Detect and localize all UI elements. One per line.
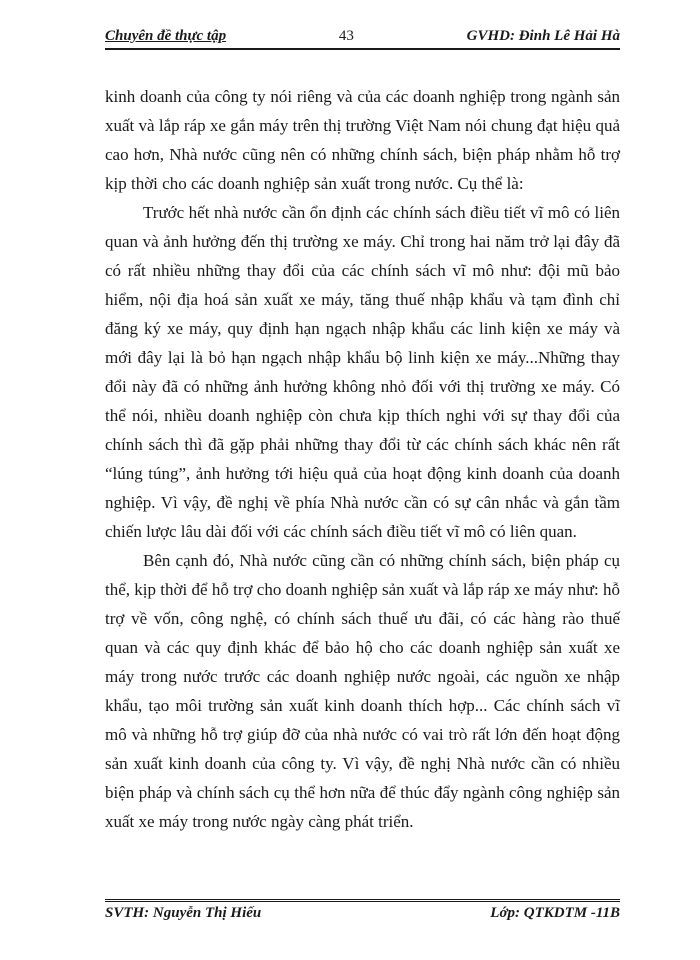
header-advisor: GVHD: Đinh Lê Hải Hà [466, 28, 620, 44]
header-doc-title: Chuyên đề thực tập [105, 28, 227, 44]
footer-student-name: SVTH: Nguyễn Thị Hiếu [105, 905, 262, 921]
paragraph-support-measures: Bên cạnh đó, Nhà nước cũng cần có những chính sách, biện pháp cụ thể, kịp thời để hỗ trợ cho doanh nghiệp sản xuất và lắp ráp xe máy như: hỗ trợ về vốn, công nghệ, có chính sách thuế ưu đãi, có các hàng rào thuế quan và các quy định khác để bảo hộ cho các doanh nghiệp sản xuất xe máy trong nước trước các doanh nghiệp nước ngoài, các nguồn xe nhập khẩu, tạo môi trường sản xuất kinh doanh thích hợp... Các chính sách vĩ mô và những hỗ trợ giúp đỡ của nhà nước có vai trò rất lớn đến hoạt động sản xuất kinh doanh của công ty. Vì vậy, đề nghị Nhà nước cần có nhiều biện pháp và chính sách cụ thể hơn nữa để thúc đẩy ngành công nghiệp sản xuất xe máy trong nước ngày càng phát triển. [105, 551, 620, 831]
header-page-number: 43 [338, 28, 354, 44]
paragraph-macro-policy: Trước hết nhà nước cần ổn định các chính sách điều tiết vĩ mô có liên quan và ảnh hưởng đến thị trường xe máy. Chỉ trong hai năm trở lại đây đã có rất nhiều những thay đổi của các chính sách vĩ mô như: đội mũ bảo hiểm, nội địa hoá sản xuất xe máy, tăng thuế nhập khẩu và tạm đình chỉ đăng ký xe máy, quy định hạn ngạch nhập khẩu các linh kiện xe máy và mới đây lại là bỏ hạn ngạch nhập khẩu bộ linh kiện xe máy...Những thay đổi này đã có những ảnh hưởng không nhỏ đối với thị trường xe máy. Có thể nói, nhiều doanh nghiệp còn chưa kịp thích nghi với sự thay đổi của chính sách thì đã gặp phải những thay đổi từ các chính sách khác nên rất “lúng túng”, ảnh hưởng tới hiệu quả của hoạt động kinh doanh của doanh nghiệp. Vì vậy, đề nghị về phía Nhà nước cần có sự cân nhắc và gắn tầm chiến lược lâu dài đối với các chính sách điều tiết vĩ mô có liên quan. [105, 203, 620, 541]
page-header [105, 28, 620, 50]
page-footer [105, 899, 620, 922]
footer-class-name: Lớp: QTKDTM -11B [490, 905, 620, 921]
document-body [105, 82, 620, 836]
paragraph-continuation: kinh doanh của công ty nói riêng và của các doanh nghiệp trong ngành sản xuất và lắp ráp xe gắn máy trên thị trường Việt Nam nói chung đạt hiệu quả cao hơn, Nhà nước cũng nên có những chính sách, biện pháp nhằm hỗ trợ kịp thời cho các doanh nghiệp sản xuất trong nước. Cụ thể là: [105, 87, 620, 193]
